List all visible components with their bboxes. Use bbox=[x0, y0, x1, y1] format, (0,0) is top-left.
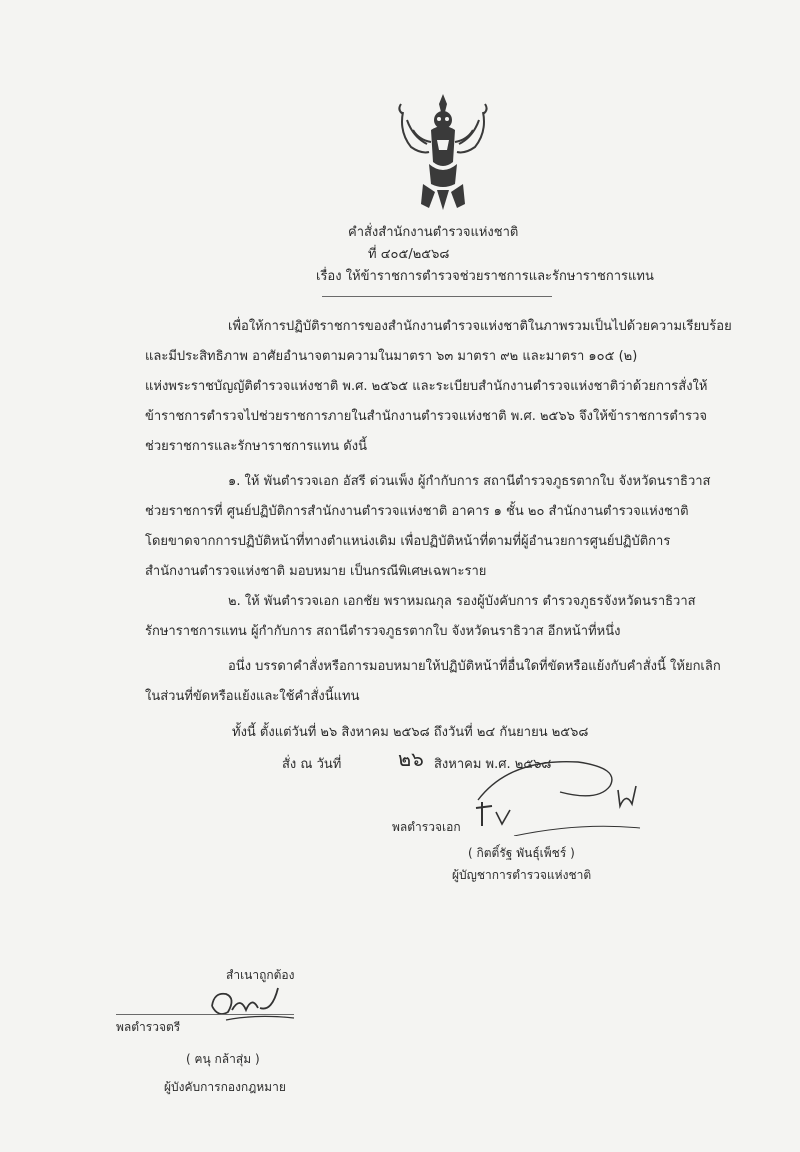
commissioner-signature bbox=[470, 752, 660, 836]
item2-line: ๒. ให้ พันตำรวจเอก เอกชัย พราหมณกุล รองผู้บังคับการ ตำรวจภูธรจังหวัดนราธิวาส bbox=[228, 594, 696, 609]
certified-label: สำเนาถูกต้อง bbox=[226, 968, 295, 982]
revoke-line: อนึ่ง บรรดาคำสั่งหรือการมอบหมายให้ปฏิบัติหน้าที่อื่นใดที่ขัดหรือแย้งกับคำสั่งนี้ ให้ยกเลิก bbox=[228, 659, 721, 674]
document-number: ที่ ๔๐๕/๒๕๖๘ bbox=[368, 247, 450, 262]
intro-line: เพื่อให้การปฏิบัติราชการของสำนักงานตำรวจแห่งชาติในภาพรวมเป็นไปด้วยความเรียบร้อย bbox=[228, 319, 732, 334]
item1-line: โดยขาดจากการปฏิบัติหน้าที่ทางตำแหน่งเดิม เพื่อปฏิบัติหน้าที่ตามที่ผู้อำนวยการศูนย์ปฏิบัติการ bbox=[145, 534, 671, 549]
certifier-rank: พลตำรวจตรี bbox=[116, 1020, 181, 1034]
certified-divider bbox=[116, 1014, 294, 1015]
certifier-position: ผู้บังคับการกองกฎหมาย bbox=[164, 1080, 286, 1094]
intro-line: ช่วยราชการและรักษาราชการแทน ดังนี้ bbox=[145, 439, 367, 454]
item1-line: ช่วยราชการที่ ศูนย์ปฏิบัติการสำนักงานตำรวจแห่งชาติ อาคาร ๑ ชั้น ๒๐ สำนักงานตำรวจแห่งชาติ bbox=[145, 504, 689, 519]
ordered-day-handwritten: ๒๖ bbox=[398, 747, 424, 771]
item1-line: ๑. ให้ พันตำรวจเอก อัสรี ด่วนเพ็ง ผู้กำกับการ สถานีตำรวจภูธรตากใบ จังหวัดนราธิวาส bbox=[228, 474, 711, 489]
signatory-rank: พลตำรวจเอก bbox=[392, 820, 461, 834]
signatory-position: ผู้บัญชาการตำรวจแห่งชาติ bbox=[452, 868, 592, 882]
document-subject: เรื่อง ให้ข้าราชการตำรวจช่วยราชการและรักษาราชการแทน bbox=[316, 269, 654, 284]
garuda-emblem-icon bbox=[393, 92, 493, 212]
ordered-suffix: สิงหาคม พ.ศ. ๒๕๖๘ bbox=[434, 757, 552, 772]
revoke-line: ในส่วนที่ขัดหรือแย้งและใช้คำสั่งนี้แทน bbox=[145, 689, 360, 704]
effective-date: ทั้งนี้ ตั้งแต่วันที่ ๒๖ สิงหาคม ๒๕๖๘ ถึงวันที่ ๒๔ กันยายน ๒๕๖๘ bbox=[232, 725, 589, 740]
intro-line: แห่งพระราชบัญญัติตำรวจแห่งชาติ พ.ศ. ๒๕๖๕ และระเบียบสำนักงานตำรวจแห่งชาติว่าด้วยการสั่งให้ bbox=[145, 379, 708, 394]
item2-line: รักษาราชการแทน ผู้กำกับการ สถานีตำรวจภูธรตากใบ จังหวัดนราธิวาส อีกหน้าที่หนึ่ง bbox=[145, 624, 621, 639]
certifier-name: ( ฅนุ กล้าสุ่ม ) bbox=[186, 1052, 260, 1066]
intro-line: และมีประสิทธิภาพ อาศัยอำนาจตามความในมาตรา ๖๓ มาตรา ๙๒ และมาตรา ๑๐๕ (๒) bbox=[145, 349, 638, 364]
item1-line: สำนักงานตำรวจแห่งชาติ มอบหมาย เป็นกรณีพิเศษเฉพาะราย bbox=[145, 564, 487, 579]
certifier-signature bbox=[206, 984, 298, 1026]
header-divider bbox=[322, 296, 552, 297]
intro-line: ข้าราชการตำรวจไปช่วยราชการภายในสำนักงานตำรวจแห่งชาติ พ.ศ. ๒๕๖๖ จึงให้ข้าราชการตำรวจ bbox=[145, 409, 707, 424]
ordered-prefix: สั่ง ณ วันที่ bbox=[282, 757, 342, 772]
document-title: คำสั่งสำนักงานตำรวจแห่งชาติ bbox=[348, 225, 519, 240]
signatory-name: ( กิตติ์รัฐ พันธุ์เพ็ชร์ ) bbox=[468, 846, 575, 860]
